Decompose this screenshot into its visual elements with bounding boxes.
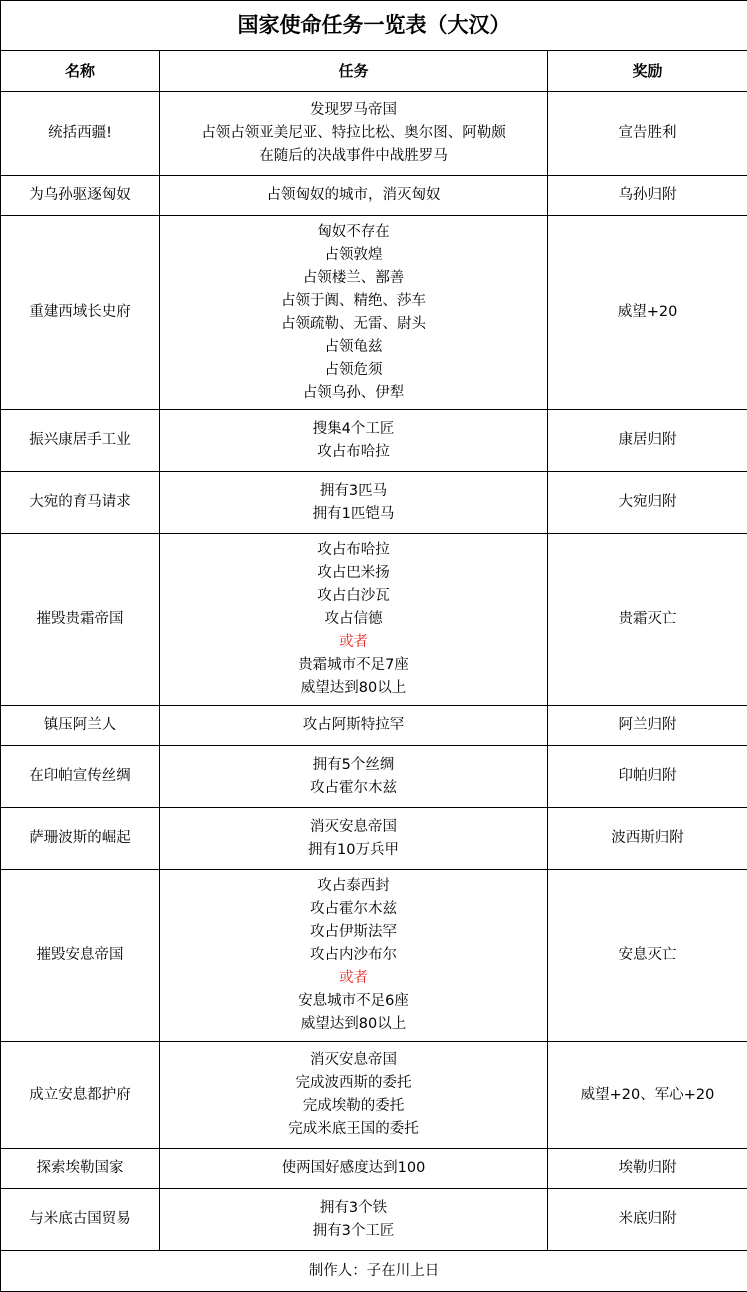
task-line: 在随后的决战事件中战胜罗马 — [160, 145, 547, 168]
table-row — [1, 410, 747, 472]
task-line: 攻占内沙布尔 — [160, 944, 547, 967]
table-row — [1, 1189, 747, 1251]
task-line: 占领楼兰、鄯善 — [160, 267, 547, 290]
task-line: 拥有3个铁 — [160, 1197, 547, 1220]
mission-tasks — [160, 176, 548, 216]
mission-reward: 威望+20 — [548, 216, 747, 410]
mission-reward: 宣告胜利 — [548, 92, 747, 176]
mission-tasks — [160, 92, 548, 176]
mission-reward: 乌孙归附 — [548, 176, 747, 216]
mission-name: 统括西疆! — [1, 92, 160, 176]
table-row — [1, 534, 747, 706]
task-line: 占领占领亚美尼亚、特拉比松、奥尔图、阿勒颇 — [160, 122, 547, 145]
task-line: 拥有1匹铠马 — [160, 503, 547, 526]
task-line: 拥有10万兵甲 — [160, 839, 547, 862]
task-line: 占领乌孙、伊犁 — [160, 382, 547, 405]
author-credit: 制作人：子在川上日 — [1, 1251, 747, 1292]
task-line: 攻占布哈拉 — [160, 539, 547, 562]
task-line: 拥有5个丝绸 — [160, 754, 547, 777]
task-line: 完成米底王国的委托 — [160, 1118, 547, 1141]
task-line: 拥有3匹马 — [160, 480, 547, 503]
task-line: 搜集4个工匠 — [160, 418, 547, 441]
task-line: 完成埃勒的委托 — [160, 1095, 547, 1118]
mission-tasks — [160, 1042, 548, 1149]
mission-name: 摧毁贵霜帝国 — [1, 534, 160, 706]
table-row — [1, 472, 747, 534]
task-line: 攻占布哈拉 — [160, 441, 547, 464]
mission-tasks — [160, 216, 548, 410]
table-row — [1, 176, 747, 216]
mission-reward: 贵霜灭亡 — [548, 534, 747, 706]
mission-reward: 安息灭亡 — [548, 870, 747, 1042]
task-line: 占领敦煌 — [160, 244, 547, 267]
task-line: 使两国好感度达到100 — [160, 1157, 547, 1180]
task-line: 威望达到80以上 — [160, 1013, 547, 1036]
mission-reward: 康居归附 — [548, 410, 747, 472]
task-line: 攻占巴米扬 — [160, 562, 547, 585]
mission-reward: 波西斯归附 — [548, 808, 747, 870]
task-or-separator: 或者 — [160, 967, 547, 990]
table-row — [1, 746, 747, 808]
mission-name: 成立安息都护府 — [1, 1042, 160, 1149]
mission-name: 探索埃勒国家 — [1, 1149, 160, 1189]
mission-tasks — [160, 746, 548, 808]
task-line: 安息城市不足6座 — [160, 990, 547, 1013]
table-row — [1, 1042, 747, 1149]
mission-name: 大宛的育马请求 — [1, 472, 160, 534]
mission-tasks — [160, 1149, 548, 1189]
footer-row — [1, 1251, 747, 1292]
table-row — [1, 1149, 747, 1189]
mission-tasks — [160, 808, 548, 870]
mission-tasks — [160, 706, 548, 746]
table-row — [1, 216, 747, 410]
table-row — [1, 92, 747, 176]
task-line: 攻占霍尔木兹 — [160, 898, 547, 921]
task-line: 攻占白沙瓦 — [160, 585, 547, 608]
task-line: 攻占泰西封 — [160, 875, 547, 898]
mission-reward: 阿兰归附 — [548, 706, 747, 746]
task-line: 威望达到80以上 — [160, 677, 547, 700]
table-row — [1, 870, 747, 1042]
mission-reward: 埃勒归附 — [548, 1149, 747, 1189]
mission-name: 镇压阿兰人 — [1, 706, 160, 746]
mission-name: 振兴康居手工业 — [1, 410, 160, 472]
header-name: 名称 — [1, 51, 160, 92]
mission-name: 为乌孙驱逐匈奴 — [1, 176, 160, 216]
mission-tasks — [160, 870, 548, 1042]
table-title: 国家使命任务一览表（大汉） — [1, 1, 747, 51]
mission-reward: 大宛归附 — [548, 472, 747, 534]
task-line: 攻占信德 — [160, 608, 547, 631]
task-line: 消灭安息帝国 — [160, 1049, 547, 1072]
mission-tasks — [160, 410, 548, 472]
mission-reward: 威望+20、军心+20 — [548, 1042, 747, 1149]
task-line: 攻占阿斯特拉罕 — [160, 714, 547, 737]
mission-tasks — [160, 534, 548, 706]
task-line: 攻占霍尔木兹 — [160, 777, 547, 800]
task-line: 占领疏勒、无雷、尉头 — [160, 313, 547, 336]
mission-reward: 米底归附 — [548, 1189, 747, 1251]
task-line: 消灭安息帝国 — [160, 816, 547, 839]
mission-name: 与米底古国贸易 — [1, 1189, 160, 1251]
task-line: 占领匈奴的城市，消灭匈奴 — [160, 184, 547, 207]
task-line: 拥有3个工匠 — [160, 1220, 547, 1243]
table-body — [1, 92, 747, 1251]
mission-name: 在印帕宣传丝绸 — [1, 746, 160, 808]
mission-name: 重建西域长史府 — [1, 216, 160, 410]
task-line: 攻占伊斯法罕 — [160, 921, 547, 944]
mission-name: 萨珊波斯的崛起 — [1, 808, 160, 870]
task-line: 占领龟兹 — [160, 336, 547, 359]
task-or-separator: 或者 — [160, 631, 547, 654]
header-tasks: 任务 — [160, 51, 548, 92]
header-row — [1, 51, 747, 92]
task-line: 发现罗马帝国 — [160, 99, 547, 122]
task-line: 完成波西斯的委托 — [160, 1072, 547, 1095]
mission-tasks — [160, 472, 548, 534]
mission-reward: 印帕归附 — [548, 746, 747, 808]
mission-tasks — [160, 1189, 548, 1251]
task-line: 匈奴不存在 — [160, 221, 547, 244]
header-reward: 奖励 — [548, 51, 747, 92]
task-line: 占领危须 — [160, 359, 547, 382]
table-row — [1, 706, 747, 746]
task-line: 占领于阗、精绝、莎车 — [160, 290, 547, 313]
task-line: 贵霜城市不足7座 — [160, 654, 547, 677]
mission-name: 摧毁安息帝国 — [1, 870, 160, 1042]
title-row — [1, 1, 747, 51]
table-row — [1, 808, 747, 870]
